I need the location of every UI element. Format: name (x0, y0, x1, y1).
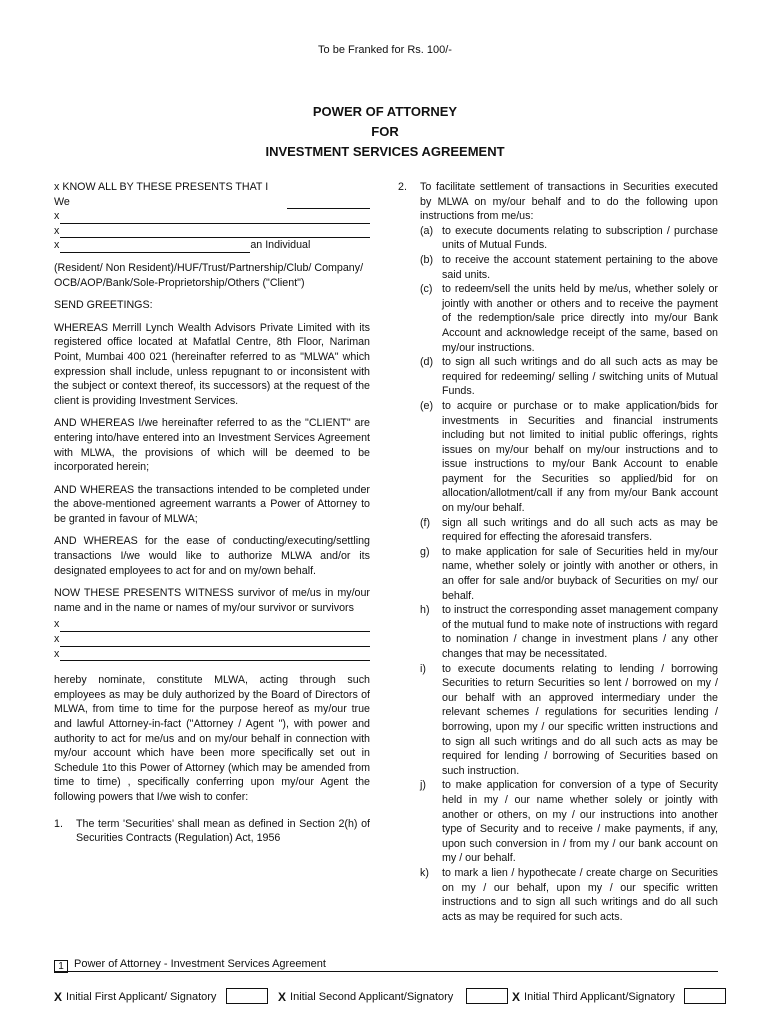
fill-line[interactable] (60, 241, 250, 253)
sub-clause (420, 282, 718, 355)
x-mark: x (54, 633, 60, 646)
right-column (398, 180, 718, 924)
x-mark: x (54, 618, 60, 631)
sub-clause (420, 603, 718, 661)
whereas-paragraph-1: WHEREAS Merrill Lynch Wealth Advisors Private Limited with its registered office located at Mafatlal Centre, 8th Floor, Nariman Point, Mumbai 400 021 (hereinafter referred to as "MLWA" which expression shall include, unless repugnant to or inconsistent with the subject or context thereof, its successors) at the request of the client is providing Investment Services. (54, 321, 370, 407)
whereas-paragraph-4: AND WHEREAS for the ease of conducting/executing/settling transactions I/we would like to authorize MLWA and/or its designated employees to act for and on my/own behalf. (54, 535, 370, 577)
sub-clause-label: (d) (420, 356, 434, 369)
sub-clause (420, 545, 718, 603)
second-applicant-label: Initial Second Applicant/Signatory (290, 991, 454, 1003)
sub-clause (420, 224, 718, 253)
first-applicant-box[interactable] (226, 988, 268, 1004)
sub-clause (420, 778, 718, 866)
clause-2 (398, 180, 718, 224)
fill-line[interactable] (287, 197, 370, 209)
sub-clause (420, 866, 718, 924)
x-mark: X (54, 990, 63, 1004)
sub-clause (420, 355, 718, 399)
second-applicant-initial (278, 990, 453, 1004)
sub-clause-label: i) (420, 662, 426, 675)
survivor-line-2[interactable] (54, 632, 370, 647)
clause-number: 2. (398, 181, 407, 193)
sub-clause (420, 399, 718, 516)
page-number: 1 (54, 960, 68, 973)
sub-clause-text: to make application for sale of Securities held in my/our name, whether solely or jointly with another or others, in an offer for sale and/or buyback of Securities on my/ our behalf. (442, 545, 718, 602)
whereas-paragraph-3: AND WHEREAS the transactions intended to be completed under the above-mentioned agreement warrants a Power of Attorney to be granted in favour of MLWA; (54, 483, 370, 525)
sub-clause-text: to sign all such writings and do all such acts as may be required for redeeming/ selling / switching units of Mutual Funds. (442, 356, 718, 398)
third-applicant-label: Initial Third Applicant/Signatory (524, 991, 675, 1003)
sub-clause-label: k) (420, 866, 429, 879)
x-mark: x (54, 224, 60, 237)
client-name-line-3[interactable] (54, 224, 370, 239)
sub-clause-text: sign all such writings and do all such acts as may be required for effecting the aforesaid transfers. (442, 516, 718, 544)
left-column (54, 180, 370, 846)
sub-clause-text: to make application for conversion of a type of Security held in my / our name whether solely or jointly with another or others, on my / our instructions into another type of Security and to receive / make payments, if any, upon such conversion in / from my / our bank account on my / our behalf. (442, 779, 718, 865)
fill-line[interactable] (60, 212, 370, 224)
individual-line[interactable] (54, 238, 370, 253)
survivor-line-3[interactable] (54, 647, 370, 662)
franking-note: To be Franked for Rs. 100/- (318, 44, 452, 56)
sub-clause-label: (e) (420, 399, 434, 412)
third-applicant-initial (512, 990, 675, 1004)
presents-text: x KNOW ALL BY THESE PRESENTS THAT I We (54, 181, 269, 208)
survivor-line-1[interactable] (54, 617, 370, 632)
client-name-line-2[interactable] (54, 209, 370, 224)
footer-divider (54, 971, 718, 972)
title-line-1: POWER OF ATTORNEY (312, 104, 458, 119)
title-line-3: INVESTMENT SERVICES AGREEMENT (265, 144, 505, 159)
footer-title: Power of Attorney - Investment Services Agreement (74, 958, 326, 970)
x-mark: x (54, 239, 60, 252)
sub-clause-text: to mark a lien / hypothecate / create charge on Securities on my / our behalf, upon my / our specific written instructions and to sign all such writings and do all such acts as may be required for such acts. (442, 866, 718, 923)
document-title (0, 102, 770, 162)
x-mark: x (54, 210, 60, 223)
clause-text: The term 'Securities' shall mean as defined in Section 2(h) of Securities Contracts (Regulation) Act, 1956 (76, 817, 370, 845)
witness-paragraph: NOW THESE PRESENTS WITNESS survivor of me/us in my/our name and in the name or names of my/our survivor or survivors (54, 587, 370, 614)
sub-clause-label: (c) (420, 283, 433, 296)
greetings: SEND GREETINGS: (54, 299, 153, 312)
sub-clause-text: to execute documents relating to lending / borrowing Securities to return Securities so lent / borrowed on my / our behalf with an approved intermediary under the relevant schemes / regulations for securities lending / borrowing, upon my / our specific written instructions and to sign all such writings and do all such acts as may be required for lending / borrowing of Securities based on such instruction. (442, 662, 718, 777)
sub-clause-label: (b) (420, 253, 434, 266)
sub-clause-text: to acquire or purchase or to make application/bids for investments in Securities and financial instruments including but not limited to initial public offerings, rights issues on my/our behalf on my/our instructions and to issue instructions to my/our Bank Account to enable payment for the Securities so applied/bid for on allocation/allotment/call if any from my/our Bank account on my/our behalf. (442, 399, 718, 515)
first-applicant-initial (54, 990, 216, 1004)
title-line-2: FOR (371, 124, 399, 139)
sub-clause-label: j) (420, 779, 426, 792)
sub-clause (420, 516, 718, 545)
client-name-field[interactable] (54, 180, 370, 209)
clause-number: 1. (54, 817, 63, 830)
client-status-text: (Resident/ Non Resident)/HUF/Trust/Partnership/Club/ Company/ OCB/AOP/Bank/Sole-Proprietorship/Others ("Client") (54, 261, 364, 289)
sub-clause-text: to redeem/sell the units held by me/us, whether solely or jointly with another or others and to receive the payment of the redemption/sale price directly into my/our Bank Account and acknowledge receipt of the same, based on my/our instructions. (442, 283, 718, 354)
clause-text: To facilitate settlement of transactions in Securities executed by MLWA on my/our behalf and to do the following upon instructions from me/us: (420, 181, 718, 223)
sub-clause (420, 662, 718, 779)
fill-line[interactable] (60, 226, 370, 238)
sub-clause-text: to instruct the corresponding asset management company of the mutual fund to make note of instructions with regard to nomination / change in investment plans / any other changes that may be necessitated. (442, 604, 718, 660)
fill-line[interactable] (60, 620, 370, 632)
x-mark: X (278, 990, 287, 1004)
clause-1 (54, 817, 370, 846)
nomination-paragraph: hereby nominate, constitute MLWA, acting through such employees as may be duly authorized by the Board of Directors of MLWA, from time to time for the purpose hereof as my/our true and lawful Attorney-in-fact ("Attorney / Agent "), with power and authority to act for me/us and on my/our behalf in connection with my/our account which have been more specifically set out in Schedule 1to this Power of Attorney (which may be amended from time to time) , specifically conferring upon my/our Agent the following powers that I/we wish to confer: (54, 674, 370, 803)
individual-label: an Individual (250, 239, 311, 252)
sub-clause-text: to receive the account statement pertaining to the above said units. (442, 253, 718, 281)
first-applicant-label: Initial First Applicant/ Signatory (66, 991, 217, 1003)
sub-clause-label: (f) (420, 516, 431, 529)
fill-line[interactable] (60, 635, 370, 647)
x-mark: X (512, 990, 521, 1004)
sub-clause (420, 253, 718, 282)
sub-clause-label: (a) (420, 224, 434, 237)
second-applicant-box[interactable] (466, 988, 508, 1004)
x-mark: x (54, 647, 60, 660)
sub-clause-label: h) (420, 604, 430, 617)
sub-clause-label: g) (420, 545, 430, 558)
sub-clause-text: to execute documents relating to subscription / purchase units of Mutual Funds. (442, 224, 718, 252)
whereas-paragraph-2: AND WHEREAS I/we hereinafter referred to as the "CLIENT" are entering into/have entered into an Investment Services Agreement with MLWA, the provisions of which will be deemed to be incorporated herein; (54, 417, 370, 474)
third-applicant-box[interactable] (684, 988, 726, 1004)
fill-line[interactable] (60, 649, 370, 661)
sub-clause-list (398, 224, 718, 925)
